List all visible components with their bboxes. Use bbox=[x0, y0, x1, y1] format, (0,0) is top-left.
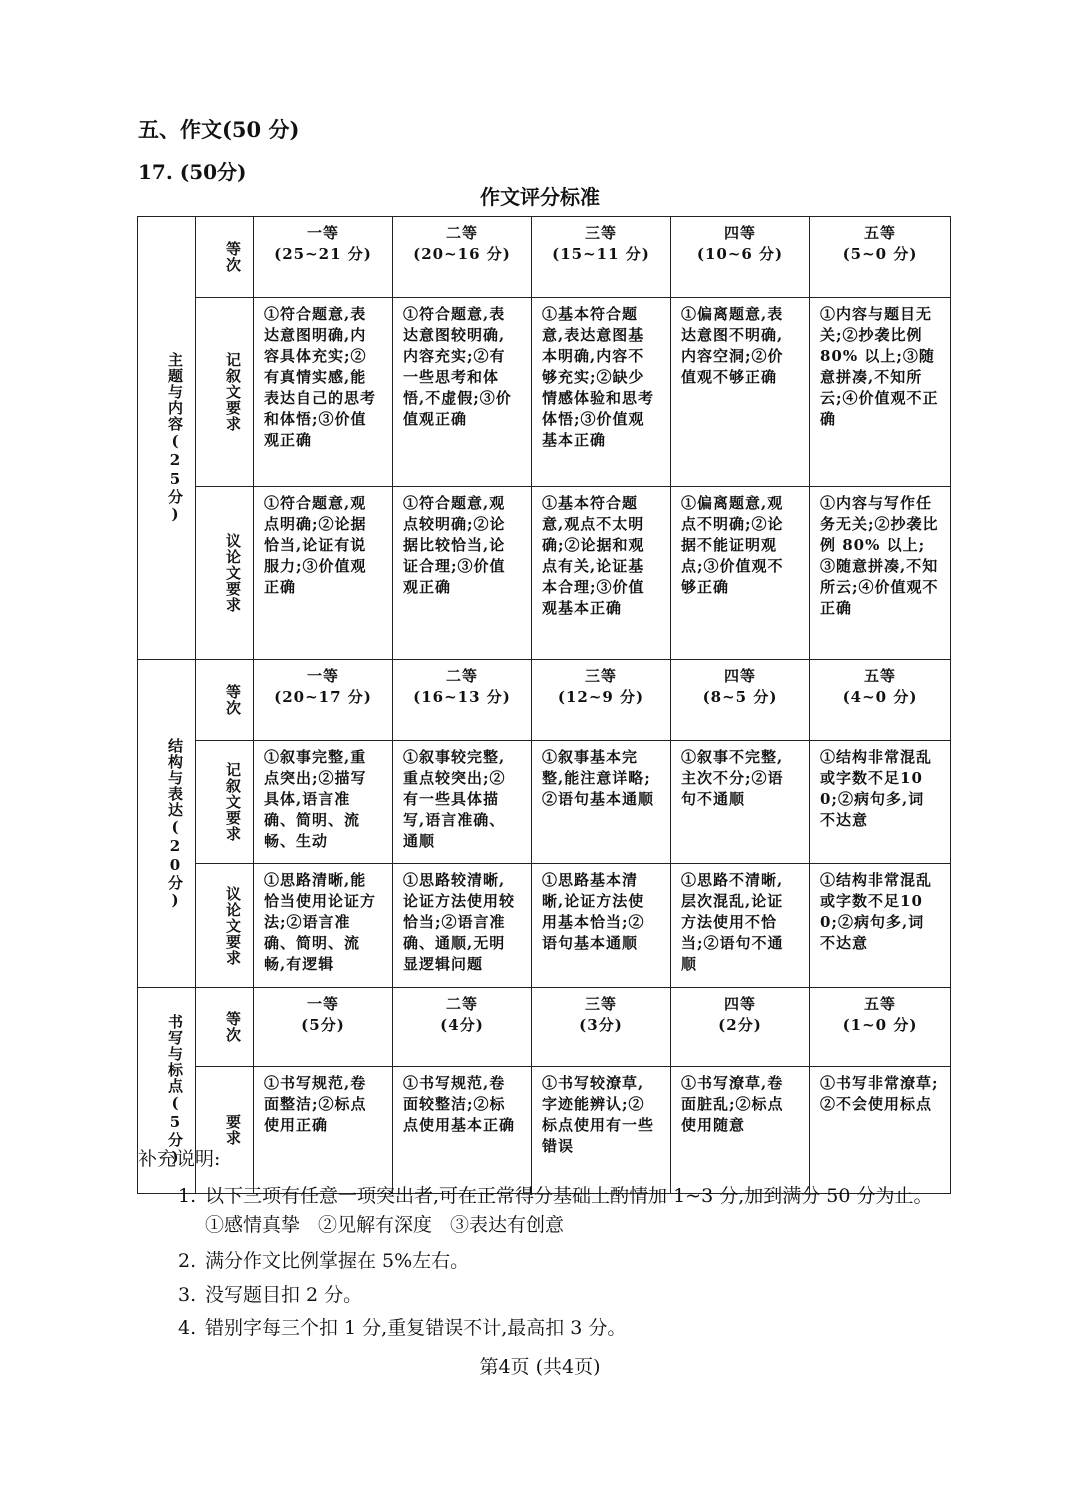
criteria-cell: ①思路基本清晰,论证方法使用基本恰当;②语句基本通顺 bbox=[532, 864, 671, 988]
grade-cell: 二等 (16~13 分) bbox=[393, 660, 532, 741]
note-item: 3. 没写题目扣 2 分。 bbox=[178, 1284, 363, 1306]
grade-cell: 五等 (1~0 分) bbox=[810, 988, 951, 1067]
notes-title: 补充说明: bbox=[138, 1148, 221, 1170]
requirement-label: 要求 bbox=[196, 1067, 254, 1194]
criteria-cell: ①叙事完整,重点突出;②描写具体,语言准确、简明、流畅、生动 bbox=[254, 741, 393, 864]
criteria-cell: ①偏离题意,表达意图不明确,内容空洞;②价值观不够正确 bbox=[671, 298, 810, 487]
structure-grade-row bbox=[138, 660, 951, 741]
criteria-cell: ①符合题意,观点较明确;②论据比较恰当,论证合理;③价值观正确 bbox=[393, 487, 532, 660]
writing-grade-row bbox=[138, 988, 951, 1067]
grade-cell: 一等 (25~21 分) bbox=[254, 217, 393, 298]
grade-label: 等次 bbox=[196, 988, 254, 1067]
writing-requirement-row bbox=[138, 1067, 951, 1194]
criteria-cell: ①符合题意,观点明确;②论据恰当,论证有说服力;③价值观正确 bbox=[254, 487, 393, 660]
criteria-cell: ①书写规范,卷面整洁;②标点使用正确 bbox=[254, 1067, 393, 1194]
criteria-cell: ①书写潦草,卷面脏乱;②标点使用随意 bbox=[671, 1067, 810, 1194]
theme-narrative-row bbox=[138, 298, 951, 487]
theme-grade-row bbox=[138, 217, 951, 298]
criteria-cell: ①结构非常混乱或字数不足100;②病句多,词不达意 bbox=[810, 741, 951, 864]
criteria-cell: ①叙事不完整,主次不分;②语句不通顺 bbox=[671, 741, 810, 864]
criteria-cell: ①思路清晰,能恰当使用论证方法;②语言准确、简明、流畅,有逻辑 bbox=[254, 864, 393, 988]
criteria-cell: ①书写规范,卷面较整洁;②标点使用基本正确 bbox=[393, 1067, 532, 1194]
criteria-cell: ①思路较清晰,论证方法使用较恰当;②语言准确、通顺,无明显逻辑问题 bbox=[393, 864, 532, 988]
writing-category: 书写与标点(5分) bbox=[138, 988, 196, 1194]
table-title: 作文评分标准 bbox=[480, 185, 600, 209]
grade-cell: 三等 (12~9 分) bbox=[532, 660, 671, 741]
grade-cell: 三等 (3分) bbox=[532, 988, 671, 1067]
grade-cell: 二等 (20~16 分) bbox=[393, 217, 532, 298]
question-number: 17. (50分) bbox=[138, 160, 247, 184]
criteria-cell: ①基本符合题意,观点不太明确;②论据和观点有关,论证基本合理;③价值观基本正确 bbox=[532, 487, 671, 660]
grade-cell: 三等 (15~11 分) bbox=[532, 217, 671, 298]
criteria-cell: ①基本符合题意,表达意图基本明确,内容不够充实;②缺少情感体验和思考体悟;③价值观基本正确 bbox=[532, 298, 671, 487]
narrative-label: 记叙文要求 bbox=[196, 741, 254, 864]
scoring-rubric-table bbox=[137, 216, 951, 1194]
criteria-cell: ①内容与题目无关;②抄袭比例 80% 以上;③随意拼凑,不知所云;④价值观不正确 bbox=[810, 298, 951, 487]
grade-cell: 四等 (8~5 分) bbox=[671, 660, 810, 741]
grade-cell: 四等 (2分) bbox=[671, 988, 810, 1067]
structure-argument-row bbox=[138, 864, 951, 988]
criteria-cell: ①符合题意,表达意图明确,内容具体充实;②有真情实感,能表达自己的思考和体悟;③价值观正确 bbox=[254, 298, 393, 487]
page-footer: 第4页 (共4页) bbox=[479, 1356, 601, 1378]
grade-cell: 二等 (4分) bbox=[393, 988, 532, 1067]
criteria-cell: ①叙事较完整,重点较突出;②有一些具体描写,语言准确、通顺 bbox=[393, 741, 532, 864]
grade-cell: 五等 (5~0 分) bbox=[810, 217, 951, 298]
theme-category: 主题与内容(25分) bbox=[138, 217, 196, 660]
section-title: 五、作文(50 分) bbox=[138, 117, 300, 142]
argument-label: 议论文要求 bbox=[196, 487, 254, 660]
note-item: 2. 满分作文比例掌握在 5%左右。 bbox=[178, 1250, 470, 1272]
structure-narrative-row bbox=[138, 741, 951, 864]
note-item: 1. 以下三项有任意一项突出者,可在正常得分基础上酌情加 1~3 分,加到满分 50 分为止。 bbox=[178, 1185, 933, 1207]
grade-label: 等次 bbox=[196, 217, 254, 298]
criteria-cell: ①书写非常潦草;②不会使用标点 bbox=[810, 1067, 951, 1194]
grade-cell: 四等 (10~6 分) bbox=[671, 217, 810, 298]
criteria-cell: ①内容与写作任务无关;②抄袭比例 80% 以上;③随意拼凑,不知所云;④价值观不正确 bbox=[810, 487, 951, 660]
criteria-cell: ①偏离题意,观点不明确;②论据不能证明观点;③价值观不够正确 bbox=[671, 487, 810, 660]
grade-cell: 一等 (5分) bbox=[254, 988, 393, 1067]
criteria-cell: ①书写较潦草,字迹能辨认;②标点使用有一些错误 bbox=[532, 1067, 671, 1194]
grade-cell: 五等 (4~0 分) bbox=[810, 660, 951, 741]
note-item: 4. 错别字每三个扣 1 分,重复错误不计,最高扣 3 分。 bbox=[178, 1317, 627, 1339]
bonus-items: ①感情真挚 ②见解有深度 ③表达有创意 bbox=[205, 1214, 565, 1236]
narrative-label: 记叙文要求 bbox=[196, 298, 254, 487]
criteria-cell: ①思路不清晰,层次混乱,论证方法使用不恰当;②语句不通顺 bbox=[671, 864, 810, 988]
grade-cell: 一等 (20~17 分) bbox=[254, 660, 393, 741]
criteria-cell: ①符合题意,表达意图较明确,内容充实;②有一些思考和体悟,不虚假;③价值观正确 bbox=[393, 298, 532, 487]
criteria-cell: ①结构非常混乱或字数不足100;②病句多,词不达意 bbox=[810, 864, 951, 988]
grade-label: 等次 bbox=[196, 660, 254, 741]
theme-argument-row bbox=[138, 487, 951, 660]
criteria-cell: ①叙事基本完整,能注意详略;②语句基本通顺 bbox=[532, 741, 671, 864]
structure-category: 结构与表达(20分) bbox=[138, 660, 196, 988]
argument-label: 议论文要求 bbox=[196, 864, 254, 988]
